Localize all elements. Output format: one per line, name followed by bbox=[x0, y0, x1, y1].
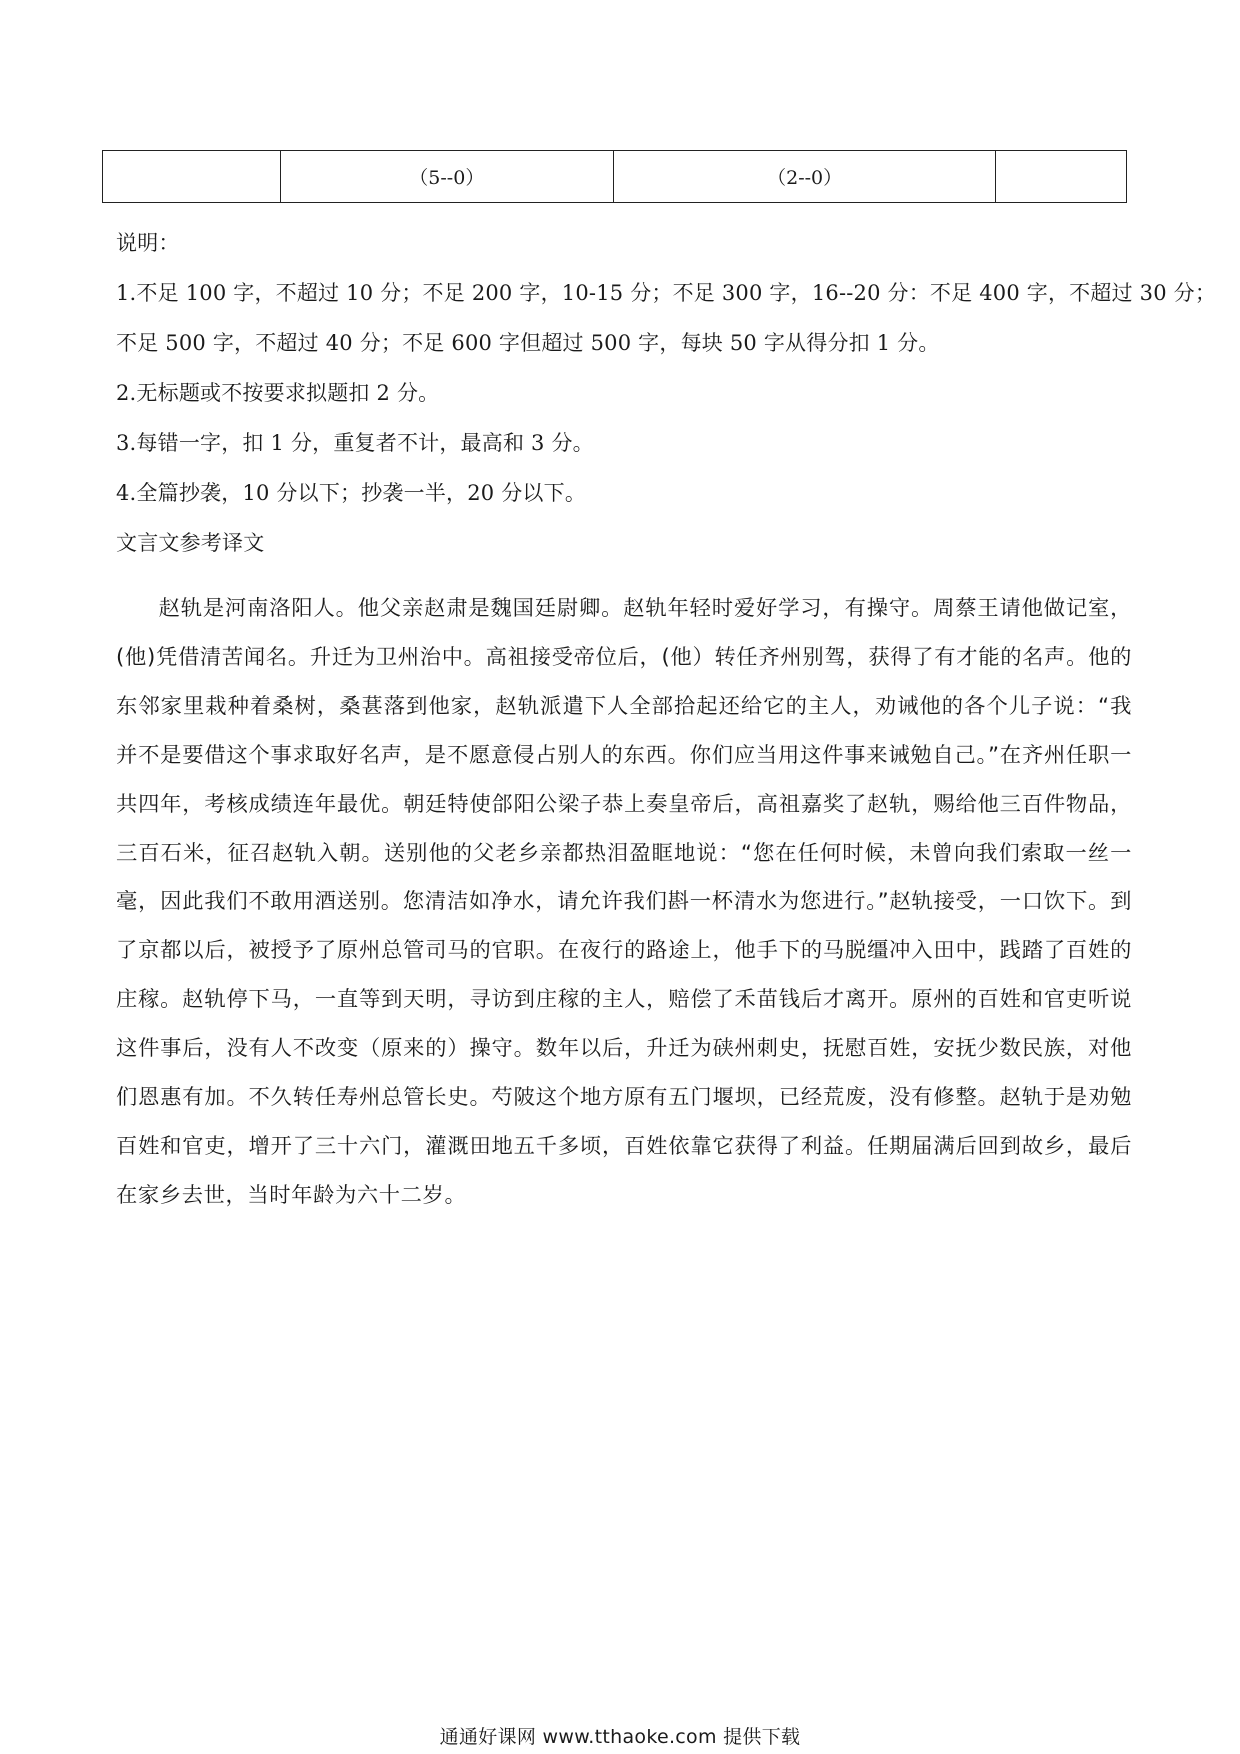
table-cell bbox=[103, 151, 281, 203]
notes-line: 3.每错一字，扣 1 分，重复者不计，最高和 3 分。 bbox=[116, 431, 594, 455]
table-cell: （5--0） bbox=[280, 151, 613, 203]
table-cell: （2--0） bbox=[614, 151, 996, 203]
notes-line: 2.无标题或不按要求拟题扣 2 分。 bbox=[116, 381, 440, 405]
scoring-notes bbox=[116, 218, 1217, 568]
footer-text: 通通好课网 www.tthaoke.com 提供下载 bbox=[439, 1726, 801, 1748]
notes-line: 不足 500 字，不超过 40 分；不足 600 字但超过 500 字，每块 50 字从得分扣 1 分。 bbox=[116, 331, 940, 355]
notes-line: 4.全篇抄袭，10 分以下；抄袭一半，20 分以下。 bbox=[116, 481, 587, 505]
table-row bbox=[103, 151, 1127, 203]
notes-line: 1.不足 100 字，不超过 10 分；不足 200 字，10-15 分；不足 300 字，16--20 分：不足 400 字，不超过 30 分； bbox=[116, 281, 1217, 305]
notes-heading: 说明： bbox=[116, 231, 180, 255]
table-cell bbox=[996, 151, 1127, 203]
score-table bbox=[102, 150, 1127, 203]
translation-body: 赵轨是河南洛阳人。他父亲赵肃是魏国廷尉卿。赵轨年轻时爱好学习，有操守。周蔡王请他做记室，(他)凭借清苦闻名。升迁为卫州治中。高祖接受帝位后，(他）转任齐州别驾，获得了有才能的名声。他的东邻家里栽种着桑树，桑葚落到他家，赵轨派遣下人全部拾起还给它的主人，劝诫他的各个儿子说：“我并不是要借这个事求取好名声，是不愿意侵占别人的东西。你们应当用这件事来诫勉自己。”在齐州任职一共四年，考核成绩连年最优。朝廷特使郃阳公梁子恭上奏皇帝后，高祖嘉奖了赵轨，赐给他三百件物品，三百石米，征召赵轨入朝。送别他的父老乡亲都热泪盈眶地说：“您在任何时候，未曾向我们索取一丝一毫，因此我们不敢用酒送别。您清洁如净水，请允许我们斟一杯清水为您进行。”赵轨接受，一口饮下。到了京都以后，被授予了原州总管司马的官职。在夜行的路途上，他手下的马脱缰冲入田中，践踏了百姓的庄稼。赵轨停下马，一直等到天明，寻访到庄稼的主人，赔偿了禾苗钱后才离开。原州的百姓和官吏听说这件事后，没有人不改变（原来的）操守。数年以后，升迁为硖州刺史，抚慰百姓，安抚少数民族，对他们恩惠有加。不久转任寿州总管长史。芍陂这个地方原有五门堰坝，已经荒废，没有修整。赵轨于是劝勉百姓和官吏，增开了三十六门，灌溉田地五千多顷，百姓依靠它获得了利益。任期届满后回到故乡，最后在家乡去世，当时年龄为六十二岁。 bbox=[116, 596, 1132, 1208]
translation-heading: 文言文参考译文 bbox=[116, 531, 265, 555]
